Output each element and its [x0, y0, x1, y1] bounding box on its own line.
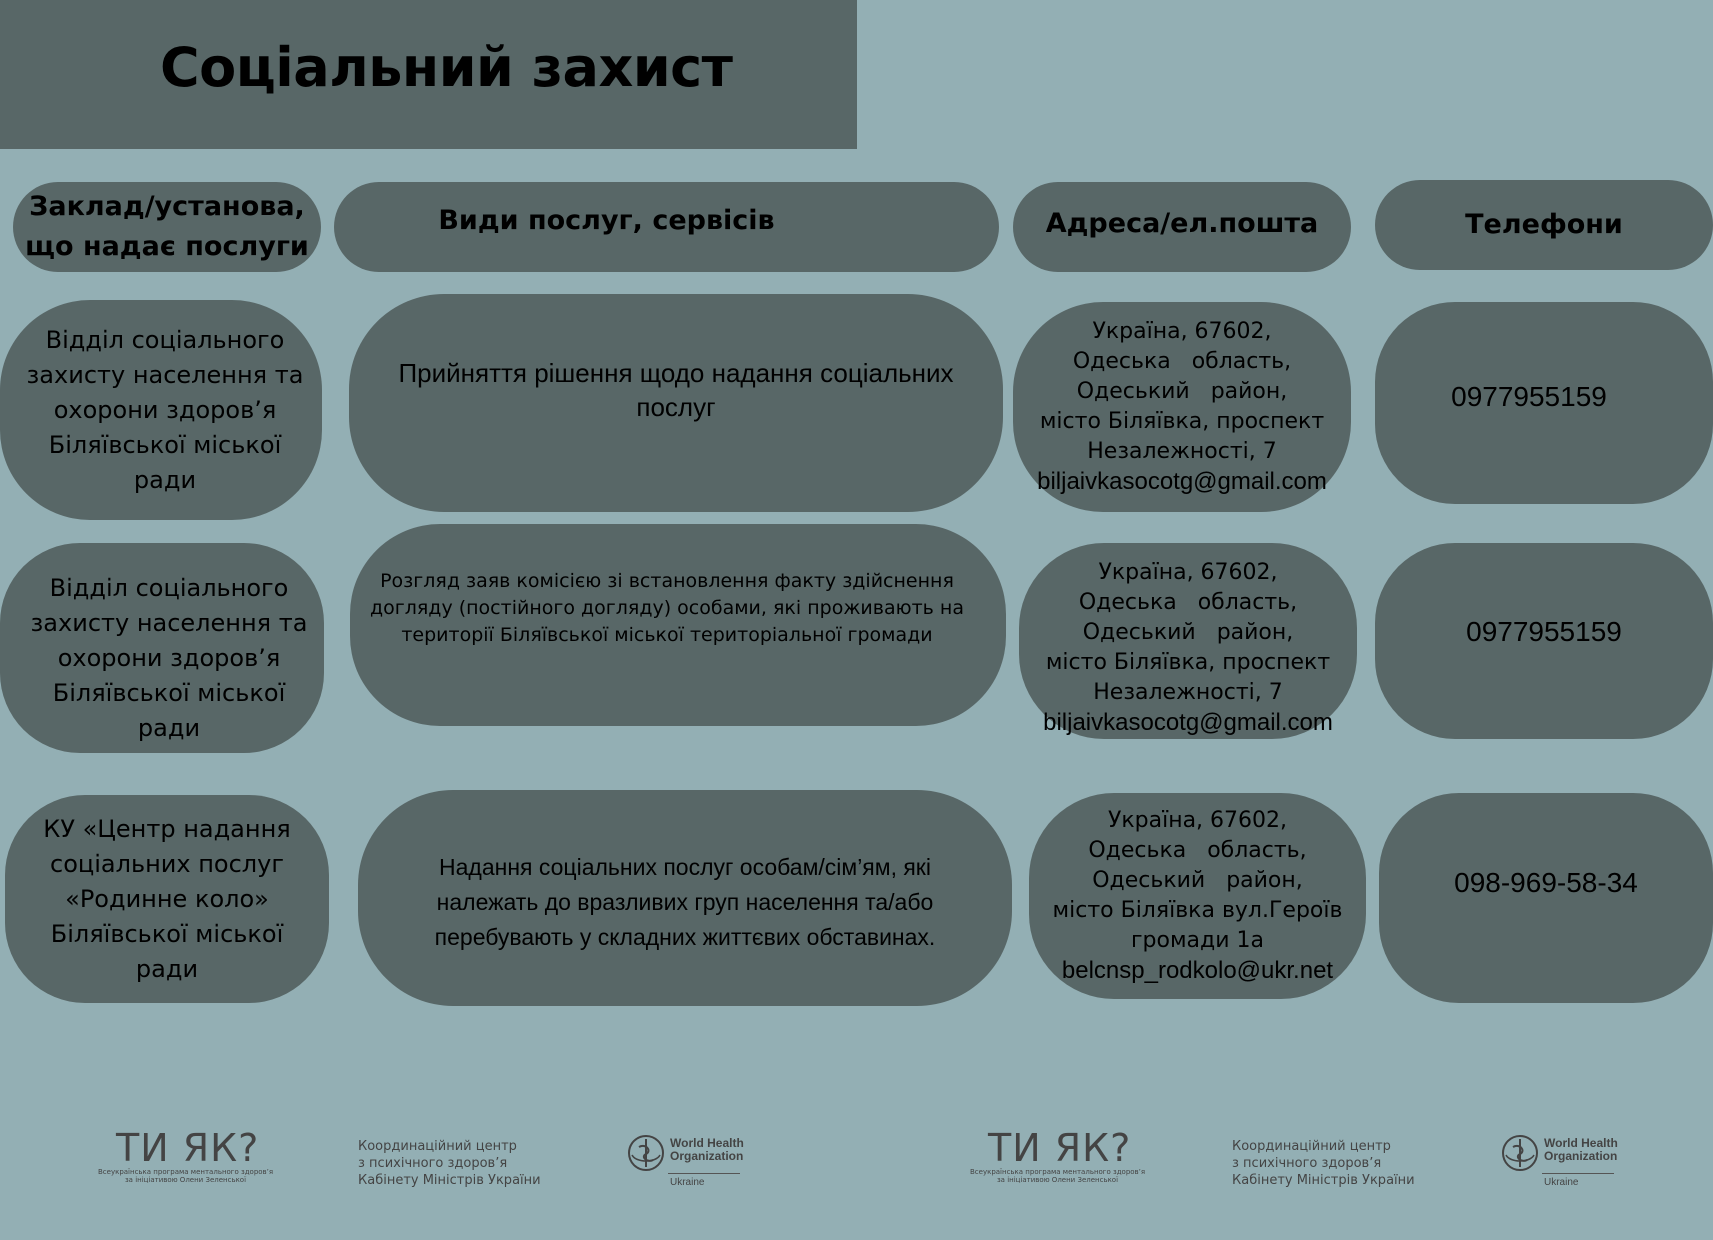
address-line: Одеська область, [1078, 590, 1298, 615]
address-line: місто Біляївка, проспект [1045, 650, 1331, 675]
who-emblem-icon [1500, 1133, 1540, 1173]
service-line: догляду (постійного догляду) особами, які проживають на [369, 597, 964, 619]
header-address-label: Адреса/ел.пошта [1045, 208, 1319, 239]
header-institution-line: що надає послуги [25, 231, 309, 262]
coordination-center-logo [358, 1138, 541, 1189]
row3-phone [1379, 793, 1713, 1003]
header-institution-line: Заклад/установа, [29, 191, 305, 222]
row1-institution [0, 300, 322, 520]
who-name-line: World Health [1544, 1136, 1618, 1150]
address-line: Одеський район, [1082, 620, 1294, 645]
row2-service [350, 524, 1006, 726]
address-line: місто Біляївка, проспект [1039, 409, 1325, 434]
row2-address [1019, 543, 1357, 739]
phone-number[interactable]: 0977955159 [1466, 616, 1622, 647]
coord-line: Кабінету Міністрів України [1232, 1173, 1415, 1188]
address-line: Одеська область, [1088, 838, 1307, 863]
institution-line: «Родинне коло» [65, 884, 269, 913]
institution-line: охорони здоров’я [57, 643, 281, 672]
who-country: Ukraine [1544, 1177, 1579, 1188]
row3-institution [5, 795, 329, 1003]
institution-line: ради [135, 954, 199, 983]
coord-line: з психічного здоров’я [358, 1156, 508, 1171]
row1-service [349, 294, 1003, 512]
email-link[interactable]: biljaivkasocotg@gmail.com [1043, 709, 1333, 736]
service-line: перебувають у складних життєвих обставинах. [434, 923, 936, 950]
row3-service [358, 790, 1012, 1006]
who-name-line: Organization [670, 1149, 744, 1163]
header-institution [13, 182, 321, 272]
phone-number[interactable]: 098-969-58-34 [1454, 867, 1638, 898]
institution-line: ради [133, 465, 197, 494]
service-line: Розгляд заяв комісією зі встановлення факту здійснення [380, 570, 954, 592]
address-line: Україна, 67602, [1107, 808, 1288, 833]
address-line: Україна, 67602, [1092, 319, 1272, 344]
address-line: Одеська область, [1072, 349, 1292, 374]
institution-line: Відділ соціального [49, 573, 289, 602]
who-logo [1500, 1133, 1618, 1188]
coord-line: Кабінету Міністрів України [358, 1173, 541, 1188]
header-services [334, 182, 999, 272]
row2-phone [1375, 543, 1713, 739]
tyyak-logo [98, 1128, 273, 1184]
who-name-line: Organization [1544, 1149, 1618, 1163]
coord-line: з психічного здоров’я [1232, 1156, 1382, 1171]
institution-line: Біляївської міської [50, 919, 284, 948]
coord-line: Координаційний центр [1232, 1139, 1391, 1154]
email-link[interactable]: biljaivkasocotg@gmail.com [1037, 468, 1327, 495]
institution-line: соціальних послуг [50, 849, 284, 878]
who-name-line: World Health [670, 1136, 744, 1150]
page-title: Соціальний захист [160, 36, 733, 99]
service-line: Прийняття рішення щодо надання соціальних [398, 358, 954, 388]
who-divider [668, 1173, 740, 1174]
institution-line: КУ «Центр надання [43, 814, 291, 843]
row1-address [1013, 302, 1351, 512]
institution-line: Біляївської міської [52, 678, 286, 707]
address-line: громади 1а [1130, 928, 1265, 953]
header-services-label: Види послуг, сервісів [438, 205, 775, 236]
service-line: послуг [636, 392, 716, 422]
phone-number[interactable]: 0977955159 [1451, 381, 1607, 412]
institution-line: ради [137, 713, 201, 742]
institution-line: захисту населення та [26, 360, 304, 389]
service-line: території Біляївської міської територіальної громади [401, 624, 933, 646]
address-line: Одеський район, [1092, 868, 1303, 893]
institution-line: Біляївської міської [48, 430, 282, 459]
coord-line: Координаційний центр [358, 1139, 517, 1154]
who-divider [1542, 1173, 1614, 1174]
tyyak-logo-mark: ТИ ЯК? [116, 1126, 260, 1170]
tyyak-logo [970, 1128, 1145, 1184]
who-country: Ukraine [670, 1177, 705, 1188]
tyyak-logo-subtitle: за ініціативою Олени Зеленської [996, 1176, 1119, 1184]
header-address [1013, 182, 1351, 272]
institution-line: охорони здоров’я [53, 395, 277, 424]
row3-address [1029, 793, 1366, 999]
address-line: місто Біляївка вул.Героїв [1052, 898, 1343, 923]
address-line: Україна, 67602, [1098, 560, 1278, 585]
service-line: належать до вразливих груп населення та/або [436, 888, 934, 915]
row2-institution [0, 543, 324, 753]
tyyak-logo-subtitle: Всеукраїнська програма ментального здоров’я [98, 1168, 274, 1176]
address-line: Незалежності, 7 [1087, 439, 1277, 464]
coordination-center-logo [1232, 1138, 1415, 1189]
institution-line: захисту населення та [30, 608, 308, 637]
tyyak-logo-mark: ТИ ЯК? [988, 1126, 1132, 1170]
tyyak-logo-subtitle: за ініціативою Олени Зеленської [124, 1176, 247, 1184]
row1-phone [1375, 302, 1713, 504]
header-phones [1375, 180, 1713, 270]
tyyak-logo-subtitle: Всеукраїнська програма ментального здоров’я [970, 1168, 1146, 1176]
institution-line: Відділ соціального [45, 325, 285, 354]
header-phones-label: Телефони [1465, 209, 1623, 240]
who-logo [626, 1133, 744, 1188]
address-line: Одеський район, [1076, 379, 1288, 404]
who-emblem-icon [626, 1133, 666, 1173]
address-line: Незалежності, 7 [1093, 680, 1283, 705]
service-line: Надання соціальних послуг особам/сім’ям, які [439, 853, 931, 880]
email-link[interactable]: belcnsp_rodkolo@ukr.net [1061, 957, 1334, 984]
